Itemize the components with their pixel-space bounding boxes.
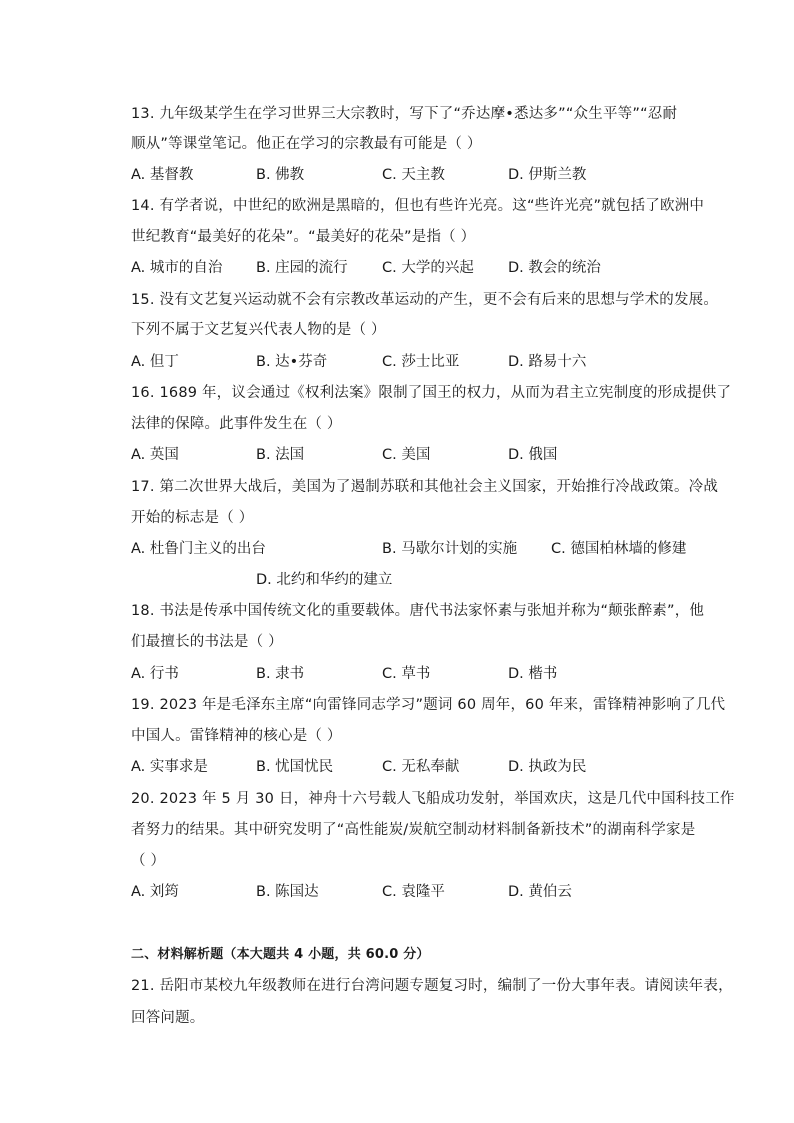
option-b[interactable]: B. 佛教 [256, 167, 305, 183]
option-d[interactable]: D. 教会的统治 [508, 260, 601, 276]
question-text: 16. 1689 年，议会通过《权利法案》限制了国王的权力，从而为君主立宪制度的形成提供了 [131, 385, 732, 401]
option-a[interactable]: A. 刘筠 [131, 884, 179, 900]
question-text: 19. 2023 年是毛泽东主席“向雷锋同志学习”题词 60 周年，60 年来，雷锋精神影响了几代 [131, 697, 726, 713]
option-a[interactable]: A. 城市的自治 [131, 260, 223, 276]
question-text: 18. 书法是传承中国传统文化的重要载体。唐代书法家怀素与张旭并称为“颠张醉素”，他 [131, 603, 705, 619]
option-b[interactable]: B. 隶书 [256, 666, 305, 682]
question-text: 21. 岳阳市某校九年级教师在进行台湾问题专题复习时，编制了一份大事年表。请阅读年表， [131, 978, 733, 994]
question-text: 们最擅长的书法是（ ） [131, 634, 283, 650]
option-d[interactable]: D. 北约和华约的建立 [256, 572, 393, 588]
option-c[interactable]: C. 无私奉献 [382, 759, 460, 775]
option-c[interactable]: C. 大学的兴起 [382, 260, 474, 276]
option-c[interactable]: C. 德国柏林墙的修建 [551, 541, 687, 557]
question-text: 下列不属于文艺复兴代表人物的是（ ） [131, 322, 386, 338]
option-b[interactable]: B. 忧国忧民 [256, 759, 334, 775]
option-c[interactable]: C. 天主教 [382, 167, 445, 183]
section-heading: 二、材料解析题（本大题共 4 小题，共 60.0 分） [131, 947, 430, 962]
question-text: 14. 有学者说，中世纪的欧洲是黑暗的，但也有些许光亮。这“些许光亮”就包括了欧洲中 [131, 198, 705, 214]
option-b[interactable]: B. 马歇尔计划的实施 [382, 541, 518, 557]
option-a[interactable]: A. 基督教 [131, 167, 194, 183]
question-text: 20. 2023 年 5 月 30 日，神舟十六号载人飞船成功发射，举国欢庆，这是几代中国科技工作 [131, 791, 735, 807]
option-d[interactable]: D. 楷书 [508, 666, 558, 682]
option-a[interactable]: A. 但丁 [131, 354, 179, 370]
question-text: 顺从”等课堂笔记。他正在学习的宗教最有可能是（ ） [131, 136, 482, 152]
option-c[interactable]: C. 莎士比亚 [382, 354, 460, 370]
option-a[interactable]: A. 行书 [131, 666, 179, 682]
option-c[interactable]: C. 草书 [382, 666, 431, 682]
question-text: 中国人。雷锋精神的核心是（ ） [131, 728, 342, 744]
option-d[interactable]: D. 黄伯云 [508, 884, 572, 900]
option-a[interactable]: A. 杜鲁门主义的出台 [131, 541, 266, 557]
option-b[interactable]: B. 庄园的流行 [256, 260, 348, 276]
option-b[interactable]: B. 达•芬奇 [256, 354, 328, 370]
option-a[interactable]: A. 实事求是 [131, 759, 208, 775]
question-text: 开始的标志是（ ） [131, 510, 254, 526]
option-b[interactable]: B. 法国 [256, 447, 305, 463]
option-a[interactable]: A. 英国 [131, 447, 179, 463]
question-text: 世纪教育“最美好的花朵”。“最美好的花朵”是指（ ） [131, 229, 476, 245]
question-text: 回答问题。 [131, 1010, 205, 1026]
question-text: 17. 第二次世界大战后，美国为了遏制苏联和其他社会主义国家，开始推行冷战政策。冷战 [131, 479, 719, 495]
question-text: 法律的保障。此事件发生在（ ） [131, 416, 342, 432]
option-c[interactable]: C. 美国 [382, 447, 431, 463]
question-text: （ ） [131, 853, 166, 869]
option-c[interactable]: C. 袁隆平 [382, 884, 445, 900]
option-b[interactable]: B. 陈国达 [256, 884, 319, 900]
question-text: 者努力的结果。其中研究发明了“高性能炭/炭航空制动材料制备新技术”的湖南科学家是 [131, 822, 696, 838]
question-text: 15. 没有文艺复兴运动就不会有宗教改革运动的产生，更不会有后来的思想与学术的发展。 [131, 292, 719, 308]
question-text: 13. 九年级某学生在学习世界三大宗教时，写下了“乔达摩•悉达多”“众生平等”“忍耐 [131, 106, 678, 122]
option-d[interactable]: D. 执政为民 [508, 759, 587, 775]
option-d[interactable]: D. 俄国 [508, 447, 558, 463]
option-d[interactable]: D. 伊斯兰教 [508, 167, 587, 183]
option-d[interactable]: D. 路易十六 [508, 354, 587, 370]
